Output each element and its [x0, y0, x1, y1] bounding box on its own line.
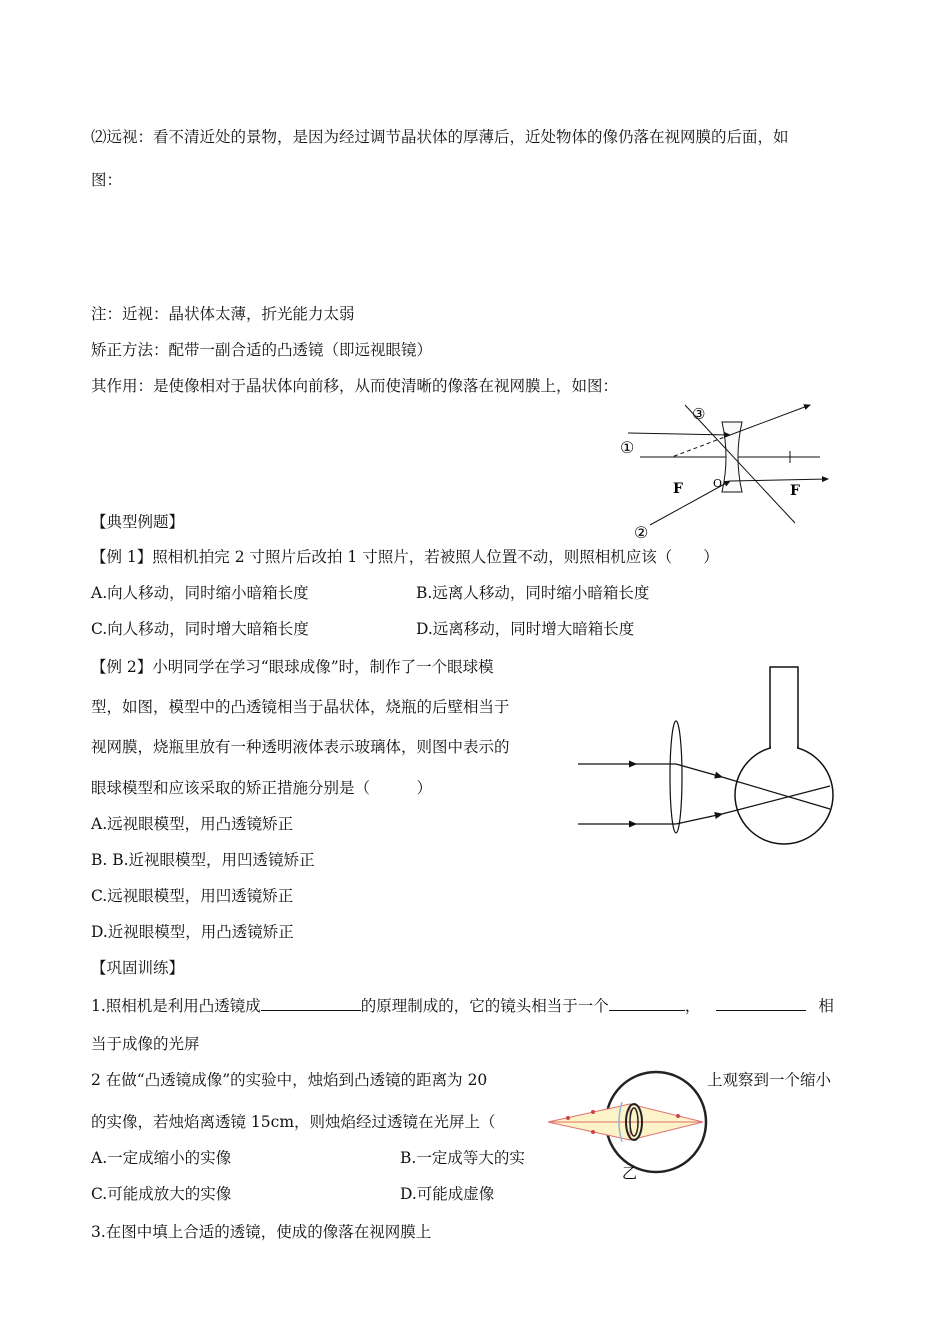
example-2-option-a: A.远视眼模型，用凸透镜矫正: [91, 815, 294, 833]
question-1-line: [91, 994, 834, 1016]
question-1-text: 1.照相机是利用凸透镜成: [91, 997, 261, 1015]
question-1-text: 的原理制成的，它的镜头相当于一个: [360, 997, 609, 1015]
section-heading: 【巩固训练】: [91, 959, 185, 977]
example-2-option-d: D.近视眼模型，用凸透镜矫正: [91, 923, 294, 941]
note-line: 注：近视：晶状体太薄，折光能力太弱: [91, 305, 355, 323]
eye-model-diagram: [570, 662, 840, 877]
ray-1-out: [730, 405, 810, 435]
answer-blank-1[interactable]: [261, 994, 361, 1011]
example-2-line: 型，如图，模型中的凸透镜相当于晶状体，烧瓶的后壁相当于: [91, 698, 510, 716]
ray-1-extension: [672, 435, 730, 457]
example-2-option-b: B. B.近视眼模型，用凹透镜矫正: [91, 851, 315, 869]
ray-1-in: [628, 433, 730, 435]
refracted-ray-bottom: [676, 814, 722, 824]
example-1-option-a: A.向人移动，同时缩小暗箱长度: [91, 584, 309, 602]
effect-line: 其作用：是使像相对于晶状体向前移，从而使清晰的像落在视网膜上，如图：: [91, 377, 619, 395]
example-1-question: 【例 1】照相机拍完 2 寸照片后改拍 1 寸照片，若被照人位置不动，则照相机应该（ ）: [91, 548, 719, 566]
question-2-option-a: A.一定成缩小的实像: [91, 1149, 232, 1167]
marker-ray-1: ①: [620, 438, 635, 457]
ray-2-out: [730, 479, 828, 481]
section-heading: 【典型例题】: [91, 513, 185, 531]
flask-neck: [770, 667, 798, 747]
question-2-option-d: D.可能成虚像: [400, 1185, 495, 1203]
example-2-option-c: C.远视眼模型，用凹透镜矫正: [91, 887, 294, 905]
example-1-option-c: C.向人移动，同时增大暗箱长度: [91, 620, 309, 638]
question-2-line: 上观察到一个缩小: [707, 1071, 832, 1089]
question-2-line: 的实像，若烛焰离透镜 15cm，则烛焰经过透镜在光屏上（: [91, 1113, 496, 1131]
paragraph-line: 图：: [91, 171, 123, 189]
ray-point: [566, 1116, 570, 1120]
marker-ray-2: ②: [634, 523, 649, 542]
ray-point: [591, 1130, 595, 1134]
question-2-line: 2 在做“凸透镜成像”的实验中，烛焰到凸透镜的距离为 20: [91, 1071, 488, 1089]
question-1-text: 相: [818, 997, 834, 1015]
example-2-line: 眼球模型和应该采取的矫正措施分别是（ ）: [91, 779, 433, 797]
ray-point: [676, 1114, 680, 1118]
figure-label: 乙: [622, 1164, 638, 1182]
focus-label-right: F: [790, 483, 800, 499]
example-1-option-b: B.远离人移动，同时缩小暗箱长度: [416, 584, 650, 602]
question-2-option-c: C.可能成放大的实像: [91, 1185, 232, 1203]
lens-ray-diagram: [610, 395, 840, 545]
refracted-ray-top: [676, 764, 722, 777]
focus-label-left: F: [673, 481, 683, 497]
example-2-line: 【例 2】小明同学在学习“眼球成像”时，制作了一个眼球模: [91, 658, 494, 676]
question-3: 3.在图中填上合适的透镜，使成的像落在视网膜上: [91, 1223, 432, 1241]
question-2-option-b: B.一定成等大的实: [400, 1149, 525, 1167]
question-1-text: ，: [684, 997, 701, 1015]
convex-lens: [670, 721, 682, 833]
correction-method-line: 矫正方法：配带一副合适的凸透镜（即远视眼镜）: [91, 341, 433, 359]
example-2-line: 视网膜，烧瓶里放有一种透明液体表示玻璃体，则图中表示的: [91, 738, 510, 756]
paragraph-line: ⑵远视：看不清近处的景物，是因为经过调节晶状体的厚薄后，近处物体的像仍落在视网膜的后面，如: [91, 128, 789, 146]
example-1-option-d: D.远离移动，同时增大暗箱长度: [416, 620, 635, 638]
answer-blank-2[interactable]: [609, 994, 685, 1011]
optical-center-label: O: [713, 477, 723, 490]
marker-ray-3: ③: [692, 405, 706, 423]
question-1-line: 当于成像的光屏: [91, 1035, 200, 1053]
answer-blank-3[interactable]: [716, 994, 806, 1011]
eye-lens-figure: [538, 1062, 718, 1184]
ray-point: [591, 1110, 595, 1114]
